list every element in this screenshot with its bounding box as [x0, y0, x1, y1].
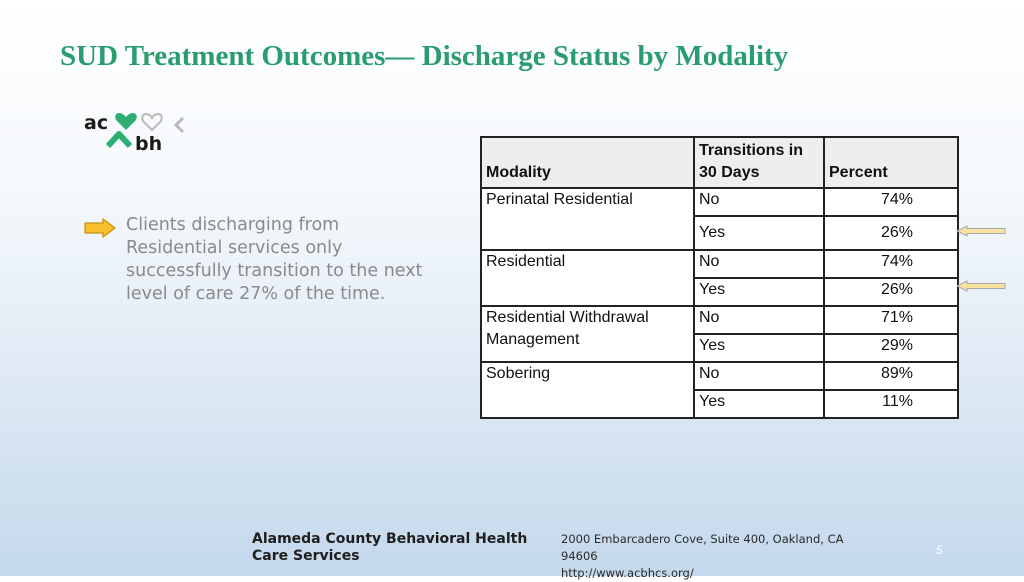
logo-text-bh: bh [135, 133, 163, 154]
arrow-left-icon [956, 225, 1006, 237]
footer-organization [252, 531, 542, 565]
percent-cell: 26% [824, 278, 958, 306]
transition-cell: No [694, 306, 824, 334]
modality-cell: Sobering [481, 362, 694, 418]
modality-cell: Residential Withdrawal Management [481, 306, 694, 362]
table-header-row [481, 137, 958, 188]
logo-heart-icon [115, 113, 136, 130]
transition-cell: Yes [694, 334, 824, 362]
header-percent: Percent [824, 137, 958, 188]
logo-caret-icon [108, 134, 130, 146]
footer-address: 2000 Embarcadero Cove, Suite 400, Oakland, CA 94606 [561, 532, 844, 563]
transition-cell: Yes [694, 390, 824, 418]
percent-cell: 89% [824, 362, 958, 390]
modality-cell: Perinatal Residential [481, 188, 694, 250]
table-row [481, 188, 958, 216]
acbh-logo [84, 112, 194, 154]
percent-cell: 71% [824, 306, 958, 334]
arrow-left-icon [956, 280, 1006, 292]
header-transitions: Transitions in 30 Days [694, 137, 824, 188]
discharge-status-table [480, 136, 959, 419]
arrow-right-icon [84, 218, 116, 238]
percent-cell: 74% [824, 250, 958, 278]
footer-org-line1: Alameda County Behavioral Health [252, 531, 528, 547]
footer-org-line2: Care Services [252, 548, 360, 564]
bullet-text: Clients discharging from Residential services only successfully transition to the next level of care 27% of the time. [126, 215, 423, 304]
table-row [481, 250, 958, 278]
modality-cell: Residential [481, 250, 694, 306]
table-row [481, 306, 958, 334]
footer-url[interactable]: http://www.acbhcs.org/ [561, 566, 694, 580]
transition-cell: No [694, 362, 824, 390]
slide-title: SUD Treatment Outcomes— Discharge Status by Modality [60, 40, 789, 72]
transition-cell: Yes [694, 278, 824, 306]
header-modality: Modality [481, 137, 694, 188]
percent-cell: 29% [824, 334, 958, 362]
logo-heart-outline-icon [142, 114, 161, 130]
logo-chevron-icon [176, 118, 183, 132]
logo-text-ac: ac [84, 112, 109, 134]
transition-cell: No [694, 250, 824, 278]
transition-cell: No [694, 188, 824, 216]
percent-cell: 11% [824, 390, 958, 418]
footer-contact [561, 531, 881, 582]
percent-cell: 26% [824, 216, 958, 250]
table-row [481, 362, 958, 390]
transition-cell: Yes [694, 216, 824, 250]
page-number: 5 [936, 543, 943, 557]
percent-cell: 74% [824, 188, 958, 216]
